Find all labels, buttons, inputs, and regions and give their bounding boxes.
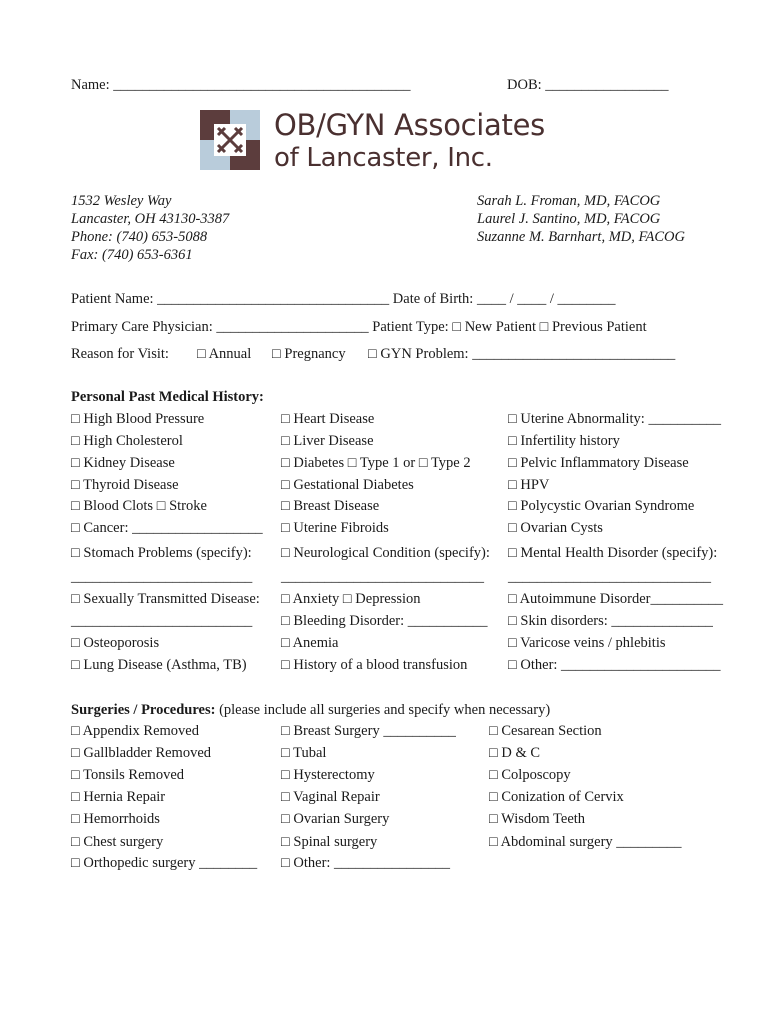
history-row <box>71 544 731 564</box>
history-item[interactable]: □ Anemia <box>281 635 339 651</box>
history-blank-line[interactable]: _________________________ <box>71 613 253 629</box>
history-item[interactable]: □ High Cholesterol <box>71 433 183 449</box>
history-item[interactable]: □ HPV <box>508 477 550 493</box>
surgery-item[interactable]: □ Hysterectomy <box>281 767 375 783</box>
surgery-item[interactable]: □ Conization of Cervix <box>489 789 624 805</box>
history-row <box>71 634 731 654</box>
history-item[interactable]: □ Pelvic Inflammatory Disease <box>508 455 689 471</box>
history-item[interactable]: □ History of a blood transfusion <box>281 657 468 673</box>
practice-logo <box>200 110 580 176</box>
surgery-row <box>71 810 731 830</box>
history-item[interactable]: □ Stomach Problems (specify): <box>71 545 252 561</box>
dob-field[interactable]: DOB: _________________ <box>507 77 669 93</box>
surgery-item[interactable]: □ Tonsils Removed <box>71 767 185 783</box>
history-item[interactable]: □ Ovarian Cysts <box>508 520 603 536</box>
doctor-1: Sarah L. Froman, MD, FACOG <box>477 193 661 209</box>
surgery-item[interactable]: □ Appendix Removed <box>71 723 199 739</box>
history-item[interactable]: □ Sexually Transmitted Disease: <box>71 591 260 607</box>
history-row <box>71 454 731 474</box>
history-item[interactable]: □ Thyroid Disease <box>71 477 179 493</box>
doctor-3: Suzanne M. Barnhart, MD, FACOG <box>477 229 685 245</box>
history-row <box>71 432 731 452</box>
history-row <box>71 497 731 517</box>
history-row <box>71 410 731 430</box>
history-item[interactable]: □ Other: ______________________ <box>508 657 721 673</box>
logo-line-2: of Lancaster, Inc. <box>274 143 493 173</box>
history-item[interactable]: □ Polycystic Ovarian Syndrome <box>508 498 695 514</box>
history-row <box>71 476 731 496</box>
reason-for-visit-label: Reason for Visit: <box>71 346 169 362</box>
surgery-row <box>71 766 731 786</box>
surgery-item[interactable]: □ Vaginal Repair <box>281 789 380 805</box>
address-street: 1532 Wesley Way <box>71 193 172 209</box>
surgery-item[interactable]: □ Spinal surgery <box>281 834 378 850</box>
surgery-item[interactable]: □ Tubal <box>281 745 327 761</box>
history-item[interactable]: □ Uterine Fibroids <box>281 520 389 536</box>
doctor-2: Laurel J. Santino, MD, FACOG <box>477 211 661 227</box>
surgery-item[interactable]: □ Chest surgery <box>71 834 164 850</box>
history-item[interactable]: □ Kidney Disease <box>71 455 175 471</box>
patient-name-dob-field[interactable]: Patient Name: ________________________________ Date of Birth: ____ / ____ / ________ <box>71 291 616 307</box>
history-row <box>71 656 731 676</box>
history-row <box>71 590 731 610</box>
name-field[interactable]: Name: _________________________________________ <box>71 77 411 93</box>
surgery-item[interactable]: □ Orthopedic surgery ________ <box>71 855 258 871</box>
surgery-item[interactable]: □ Cesarean Section <box>489 723 602 739</box>
surgery-item[interactable]: □ Wisdom Teeth <box>489 811 586 827</box>
reason-gyn-problem-field[interactable]: □ GYN Problem: ____________________________ <box>368 346 676 362</box>
history-item[interactable]: □ Liver Disease <box>281 433 374 449</box>
history-row <box>71 612 731 632</box>
logo-cross-icon <box>212 122 248 158</box>
address-city: Lancaster, OH 43130-3387 <box>71 211 230 227</box>
surgery-row <box>71 788 731 808</box>
surgery-item[interactable]: □ Other: ________________ <box>281 855 451 871</box>
history-blank-line[interactable]: ____________________________ <box>281 569 484 585</box>
surgeries-title: Surgeries / Procedures: <box>71 702 216 718</box>
surgeries-subtitle: (please include all surgeries and specify when necessary) <box>215 702 551 718</box>
address-phone: Phone: (740) 653-5088 <box>71 229 208 245</box>
surgery-row <box>71 722 731 742</box>
history-item[interactable]: □ Uterine Abnormality: __________ <box>508 411 721 427</box>
history-item[interactable]: □ Skin disorders: ______________ <box>508 613 713 629</box>
history-item[interactable]: □ Autoimmune Disorder__________ <box>508 591 723 607</box>
history-item[interactable]: □ Breast Disease <box>281 498 380 514</box>
surgery-item[interactable]: □ D & C <box>489 745 541 761</box>
surgery-item[interactable]: □ Colposcopy <box>489 767 571 783</box>
logo-line-1: OB/GYN Associates <box>274 108 545 142</box>
history-title: Personal Past Medical History: <box>71 389 264 405</box>
history-item[interactable]: □ Blood Clots □ Stroke <box>71 498 207 514</box>
history-item[interactable]: □ Cancer: __________________ <box>71 520 263 536</box>
history-blank-line[interactable]: _________________________ <box>71 569 253 585</box>
history-blank-line[interactable]: ____________________________ <box>508 569 711 585</box>
surgery-item[interactable]: □ Hemorrhoids <box>71 811 160 827</box>
surgery-item[interactable]: □ Gallbladder Removed <box>71 745 212 761</box>
surgeries-heading <box>71 701 550 719</box>
history-item[interactable]: □ High Blood Pressure <box>71 411 205 427</box>
history-item[interactable]: □ Gestational Diabetes <box>281 477 414 493</box>
history-item[interactable]: □ Anxiety □ Depression <box>281 591 421 607</box>
surgery-row <box>71 744 731 764</box>
history-item[interactable]: □ Infertility history <box>508 433 620 449</box>
surgery-item[interactable]: □ Hernia Repair <box>71 789 166 805</box>
history-item[interactable]: □ Neurological Condition (specify): <box>281 545 490 561</box>
surgery-row <box>71 854 731 874</box>
history-row <box>71 568 731 588</box>
surgery-item[interactable]: □ Abdominal surgery _________ <box>489 834 682 850</box>
history-item[interactable]: □ Bleeding Disorder: ___________ <box>281 613 488 629</box>
surgery-item[interactable]: □ Ovarian Surgery <box>281 811 390 827</box>
history-item[interactable]: □ Heart Disease <box>281 411 375 427</box>
history-row <box>71 519 731 539</box>
primary-care-patient-type-field[interactable]: Primary Care Physician: _____________________ Patient Type: □ New Patient □ Previous Patient <box>71 319 647 335</box>
history-item[interactable]: □ Mental Health Disorder (specify): <box>508 545 718 561</box>
address-fax: Fax: (740) 653-6361 <box>71 247 193 263</box>
history-item[interactable]: □ Diabetes □ Type 1 or □ Type 2 <box>281 455 471 471</box>
surgery-item[interactable]: □ Breast Surgery __________ <box>281 723 456 739</box>
reason-annual-checkbox[interactable]: □ Annual <box>197 346 252 362</box>
history-item[interactable]: □ Osteoporosis <box>71 635 160 651</box>
reason-pregnancy-checkbox[interactable]: □ Pregnancy <box>272 346 346 362</box>
history-item[interactable]: □ Lung Disease (Asthma, TB) <box>71 657 247 673</box>
surgery-row <box>71 833 731 853</box>
history-item[interactable]: □ Varicose veins / phlebitis <box>508 635 666 651</box>
